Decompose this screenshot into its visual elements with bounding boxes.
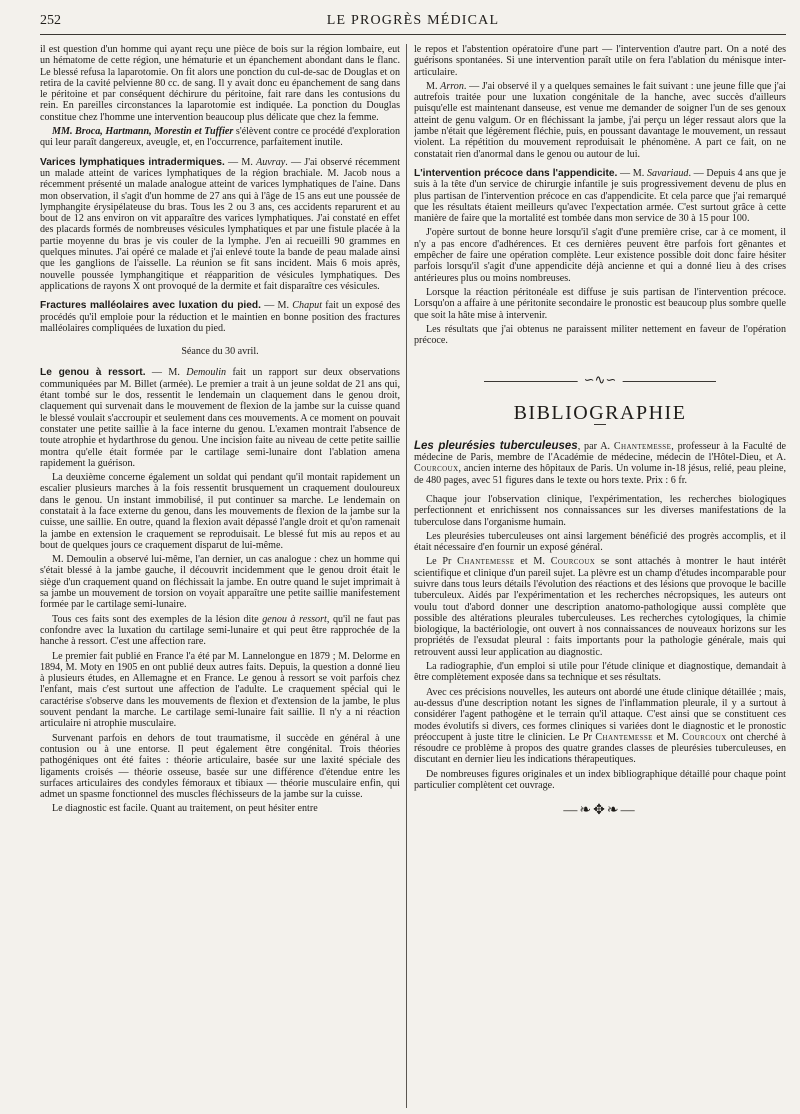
left-column [40,44,400,1108]
author-prefix: — M. [617,167,647,179]
section-heading: Le genou à ressort. [40,367,146,379]
author-name: Courcoux [550,556,596,568]
paragraph-text: Le Pr [426,556,458,568]
author-prefix: — M. [224,156,257,168]
paragraph: Chaque jour l'observation clinique, l'expérimentation, les recherches biologiques perfectionnent et enrichissent nos connaissances sur les diverses manifestations de la tuberculose dans l'organisme humain. [414,493,786,528]
paragraph-text: s'élèvent contre ce procédé d'exploration qui leur paraît dangereux, aveugle, et, en l'occurrence, parfaitement inutile. [40,126,400,149]
author-name: Arron [440,80,464,92]
paragraph: Le premier fait publié en France l'a été par M. Lannelongue en 1879 ; M. Delorme en 1894, M. Moty en 1905 en ont publié deux autres faits. Depuis, la question a donné lieu à plusieurs études, en Allemagne et en France. Le genou à ressort se voit parfois chez l'enfant, mais c'est surtout une affection de l'adulte. Le craquement spécial qui le caractérise s'observe dans les mouvements de flexion et d'extension de la jambe, le plus souvent pendant la marche. Le cartilage semi-lunaire fait saillie. Il n'y a ni réaction articulaire ni atrophie musculaire. [40,650,400,730]
paragraph: le repos et l'abstention opératoire d'une part — l'intervention d'autre part. On a noté des guérisons spontanées. Si une intervention paraît utile on fera l'ablation du ménisque inter-articulaire. [414,44,786,78]
paragraph: M. Demoulin a observé lui-même, l'an dernier, un cas analogue : chez un homme qui s'était blessé à la jambe gauche, il découvrit incidemment que le genou droit était le siège d'un craquement quand on fléchissait la jambe. En outre quand le sujet imprimait à sa jambe un mouvement de torsion on voyait apparaître une petite saillie manifestement formée par le cartilage semi-lunaire. [40,554,400,611]
author-prefix: M. [426,80,441,92]
paragraph-text: ont cherché à résoudre ce problème à propos des quatre grandes classes de pleurésies tuberculeuses, en discutant en dernier lieu les indications thérapeutiques. [414,731,786,766]
paragraph [414,81,786,160]
ornament-divider [414,370,786,394]
author-name: Courcoux [414,463,459,475]
paragraph: Le diagnostic est facile. Quant au traitement, on peut hésiter entre [52,803,318,815]
author-name: Chaput [292,300,323,312]
seance-date: Séance du 30 avril. [181,346,259,358]
citation-text: , professeur à la Faculté de médecine de Paris, membre de l'Académie de médecine, médecin de l'Hôtel-Dieu, et A. [414,440,786,464]
paragraph-text: . — J'ai observé récemment un malade atteint de varices lymphatiques de la région brachiale. M. Jacob nous a récemment présenté un malade analogue atteint de varices lymphatiques de l'aine. Dans mon observation, il s'agit d'un homme de 27 ans qui à l'âge de 15 ans eut une poussée de lymphangite érysipélateuse du bras. Tous les 2 ou 3 ans, ces accidents reparurent et au bout de 12 ans environ on vit apparaître des varices lymphatiques. J'ai constaté en effet des placards formés de nombreuses vésicules lymphatiques et par une fistule placée à la partie moyenne du bras je vis couler de la lymphe. J'en ai recueilli 90 grammes en quelques minutes. J'ai opéré ce malade et j'ai enlevé toute la bande de peau malade ainsi que les ganglions de l'aisselle. La réunion se fit sans incident. Mais 6 mois après, nouvelle poussée lymphangitique et réapparition de vésicules lymphatiques. Des applications de rayons X ont provoqué de la dermite et fait disparaître ces vésicules. [40,156,400,292]
bibliographie-title: BIBLIOGRAPHIE [513,402,687,425]
column-divider [406,44,407,1108]
paragraph: La deuxième concerne également un soldat qui pendant qu'il montait rapidement un escalier plusieurs marches à la fois ressentit brusquement un craquement douloureux dans le genou. Un instant immobilisé, il put continuer sa marche. Le lendemain on constatait à la face externe du genou, dans les mouvements de flexion de la jambe sur la cuisse, une saillie. En outre, quand la flexion avait dépassé l'angle droit et qu'on ramenait la jambe en extension le craquement se reproduisait. Le blessé fut mis au repos et au bout de quelques jours ce craquement disparut de lui-même. [40,472,400,551]
appendicite-section [414,168,786,224]
paragraph-text: fait un rapport sur deux observations communiquées par M. Billet (armée). Le premier a trait à un jeune soldat de 21 ans qui, étant tombé sur le dos, ressentit le lendemain un claquement dans le genou droit, claquement qui survenait dans le mouvement de flexion de la jambe sur la cuisse quand le blessé voulait s'accroupir et seulement dans ces mouvements. A ce moment on pouvait constater une petite saillie à la face interne du genou. L'examen montrait l'absence de toute atrophie et hydarthrose du genou. Une incision faite au niveau de cette petite saillie montra qu'elle était formée par le cartilage semi-lunaire dont l'ablation amena rapidement la guérison. [40,367,400,469]
paragraph-text: , qu'il ne faut pas confondre avec la luxation du cartilage semi-lunaire et qui peut être rapprochée de la hanche à ressort. C'est une affection rare. [40,613,400,648]
author-name: Demoulin [186,367,227,379]
genou-section [40,367,400,469]
paragraph: il est question d'un homme qui ayant reçu une pièce de bois sur la région lombaire, eut un hématome de cette région, une hématurie et un épanchement abondant dans le flanc. Le blessé refusa la laparotomie. On fit alors une ponction du cul-de-sac de Douglas et on retira de la cavité pelvienne 80 cc. de sang. Il y avait donc eu épanchement de sang dans le péritoine et par conséquent déchirure du péritoine, fait rare dans les contusions du rein. En pareilles circonstances la laparotomie est indiquée. La ponction du Douglas constitue chez l'homme une intervention beaucoup plus délicate que chez la femme. [40,44,400,123]
book-title: Les pleurésies tuberculeuses [414,439,578,452]
section-heading: Varices lymphatiques intradermiques. [40,156,225,168]
varices-section [40,157,400,293]
paragraph-text: et M. [514,556,551,568]
author-name: Savariaud [646,167,689,179]
paragraph: Lorsque la réaction péritonéale est diffuse je suis partisan de l'intervention précoce. Lorsqu'on a affaire à une péritonite secondaire le pronostic est beaucoup plus sombre quelle que soit la hâte mise à intervenir. [414,286,786,321]
paragraph-text: . — Depuis 4 ans que je suis à la tête d'un service de chirurgie infantile je suis progressivement devenu de plus en plus partisan de l'intervention précoce en cas d'appendicite. Et cela parce que j'ai remarqué que les résultats étaient meilleurs qu'avec l'expectation armée. C'est surtout grâce à cette manière de faire que la mortalité est tombée dans mon service de 30 à 15 pour 100. [414,167,786,225]
paragraph-text: Tous ces faits sont des exemples de la lésion dite [52,613,263,625]
citation-text: , par A. [577,440,614,452]
paragraph [40,126,400,149]
persons-names: MM. Broca, Hartmann, Morestin et Tuffier [52,126,234,138]
paragraph [414,556,786,658]
author-prefix: — M. [145,367,187,379]
paragraph-text: et M. [652,731,683,743]
paragraph-text: . — J'ai observé il y a quelques semaines le fait suivant : une jeune fille que j'ai autrefois traitée pour une luxation congénitale de la hanche, avec succès d'ailleurs puisqu'elle est maintenant danseuse, est venue me demander de soigner l'un de ses genoux atteint de genu valgum. Or en fléchissant la jambe, j'ai perçu un léger ressaut alors que la jambe n'était que légèrement fléchie, puis, en poussant davantage le mouvement, un ressaut violent. La répétition du mouvement reproduisait le phénomène. A part ce fait, on ne constatait rien d'anormal dans le genou ou autour de lui. [414,80,786,160]
paragraph: Survenant parfois en dehors de tout traumatisme, il succède en général à une contusion ou à une entorse. Il peut également être congénital. Trois théories pathogéniques ont été faites : théorie articulaire, basée sur une laxité spéciale des ligaments croisés — théorie osseuse, basée sur une différence d'étendue entre les surfaces articulaires des condyles fémoraux et tibiaux — théorie musculaire enfin, qui admet un spasme fonctionnel des muscles fléchisseurs de la jambe sur la cuisse. [40,732,400,801]
end-ornament: —❧✥❧— [563,803,637,819]
paragraph-text: fait un exposé des procédés qu'il emploie pour la réduction et le maintien en bonne position des fractures malléolaires compliquées de luxation du pied. [40,300,400,334]
author-name: Auvray [256,156,286,168]
author-name: Chantemesse [613,440,672,452]
flourish-ornament: ∽∿∽ [578,374,623,385]
section-heading: Fractures malléolaires avec luxation du pied. [40,300,261,312]
paragraph-text: se sont attachés à montrer le haut intérêt scientifique et clinique d'un pareil sujet. La plèvre est un champ d'études incomparable pour suivre dans tous leurs détails l'évolution des réactions et des lésions que provoque le bacille tuberculeux. Aidés par l'expérimentation et les recherches nécropsiques, les auteurs ont voulu tout d'abord donner une description anatomo-pathologique aussi complète que possible des altérations pleurales tuberculeuses. Les recherches cytologiques, la chimie biologique, la bactériologie, ont ouvert à nos connaissances de nouveaux horizons sur les propriétés de l'exsudat pleural : faits importants pour la pathologie générale, mais qui retrouvent aussi leur application au diagnostic. [414,556,786,658]
paragraph [40,614,400,648]
paragraph-text: Avec ces précisions nouvelles, les auteurs ont abordé une étude clinique détaillée ; mais, au-dessus d'une description notant les signes de l'inflammation pleurale, il y a surtout à considérer l'agent pathogène et le terrain qu'il attaque. C'est ainsi que se constituent ces modes évolutifs si divers, ces formes cliniques si variées dont le diagnostic et le pronostic préoccupent à juste titre le clinicien. Le [414,686,786,743]
paragraph: Les pleurésies tuberculeuses ont ainsi largement bénéficié des progrès accomplis, et il était nécessaire d'en fournir un exposé général. [414,530,786,554]
paragraph: La radiographie, d'un emploi si utile pour l'étude clinique et diagnostique, demandait à être complètement exposée dans sa technique et ses résultats. [414,661,786,684]
running-title: LE PROGRÈS MÉDICAL [326,13,500,28]
page-header [40,10,786,35]
paragraph: Les résultats que j'ai obtenus ne paraissent militer nettement en faveur de l'opération précoce. [414,323,786,347]
author-prefix: — M. [260,300,293,312]
emphasis: genou à ressort [262,613,327,625]
paragraph-text: Pr [582,731,596,743]
section-heading: L'intervention précoce dans l'appendicite. [414,167,618,179]
citation-text: , ancien interne des hôpitaux de Paris. Un volume in-18 jésus, relié, peau pleine, de 480 pages, avec 51 figures dans le texte ou hors texte. Prix : 6 fr. [414,463,786,486]
paragraph: De nombreuses figures originales et un index bibliographique détaillé pour chaque point particulier complètent cet ouvrage. [414,768,786,792]
book-citation [414,441,786,486]
paragraph: J'opère surtout de bonne heure lorsqu'il s'agit d'une première crise, car à ce moment, il n'y a pas encore d'adhérences. Et ces dernières peuvent être parfois fort gênantes et empêcher de faire une opération complète. Leur existence possible doit donc faire hésiter parfois lorsqu'il s'agit d'une appendicite déjà ancienne et qui a donné lieu à des crises antérieures plus ou moins nombreuses. [414,227,786,284]
right-column [414,44,786,1108]
author-name: Courcoux [682,731,727,743]
author-name: Chantemesse [457,556,515,568]
page-number: 252 [40,13,61,28]
paragraph [414,687,786,766]
author-name: Chantemesse [595,731,653,743]
fractures-section [40,300,400,334]
